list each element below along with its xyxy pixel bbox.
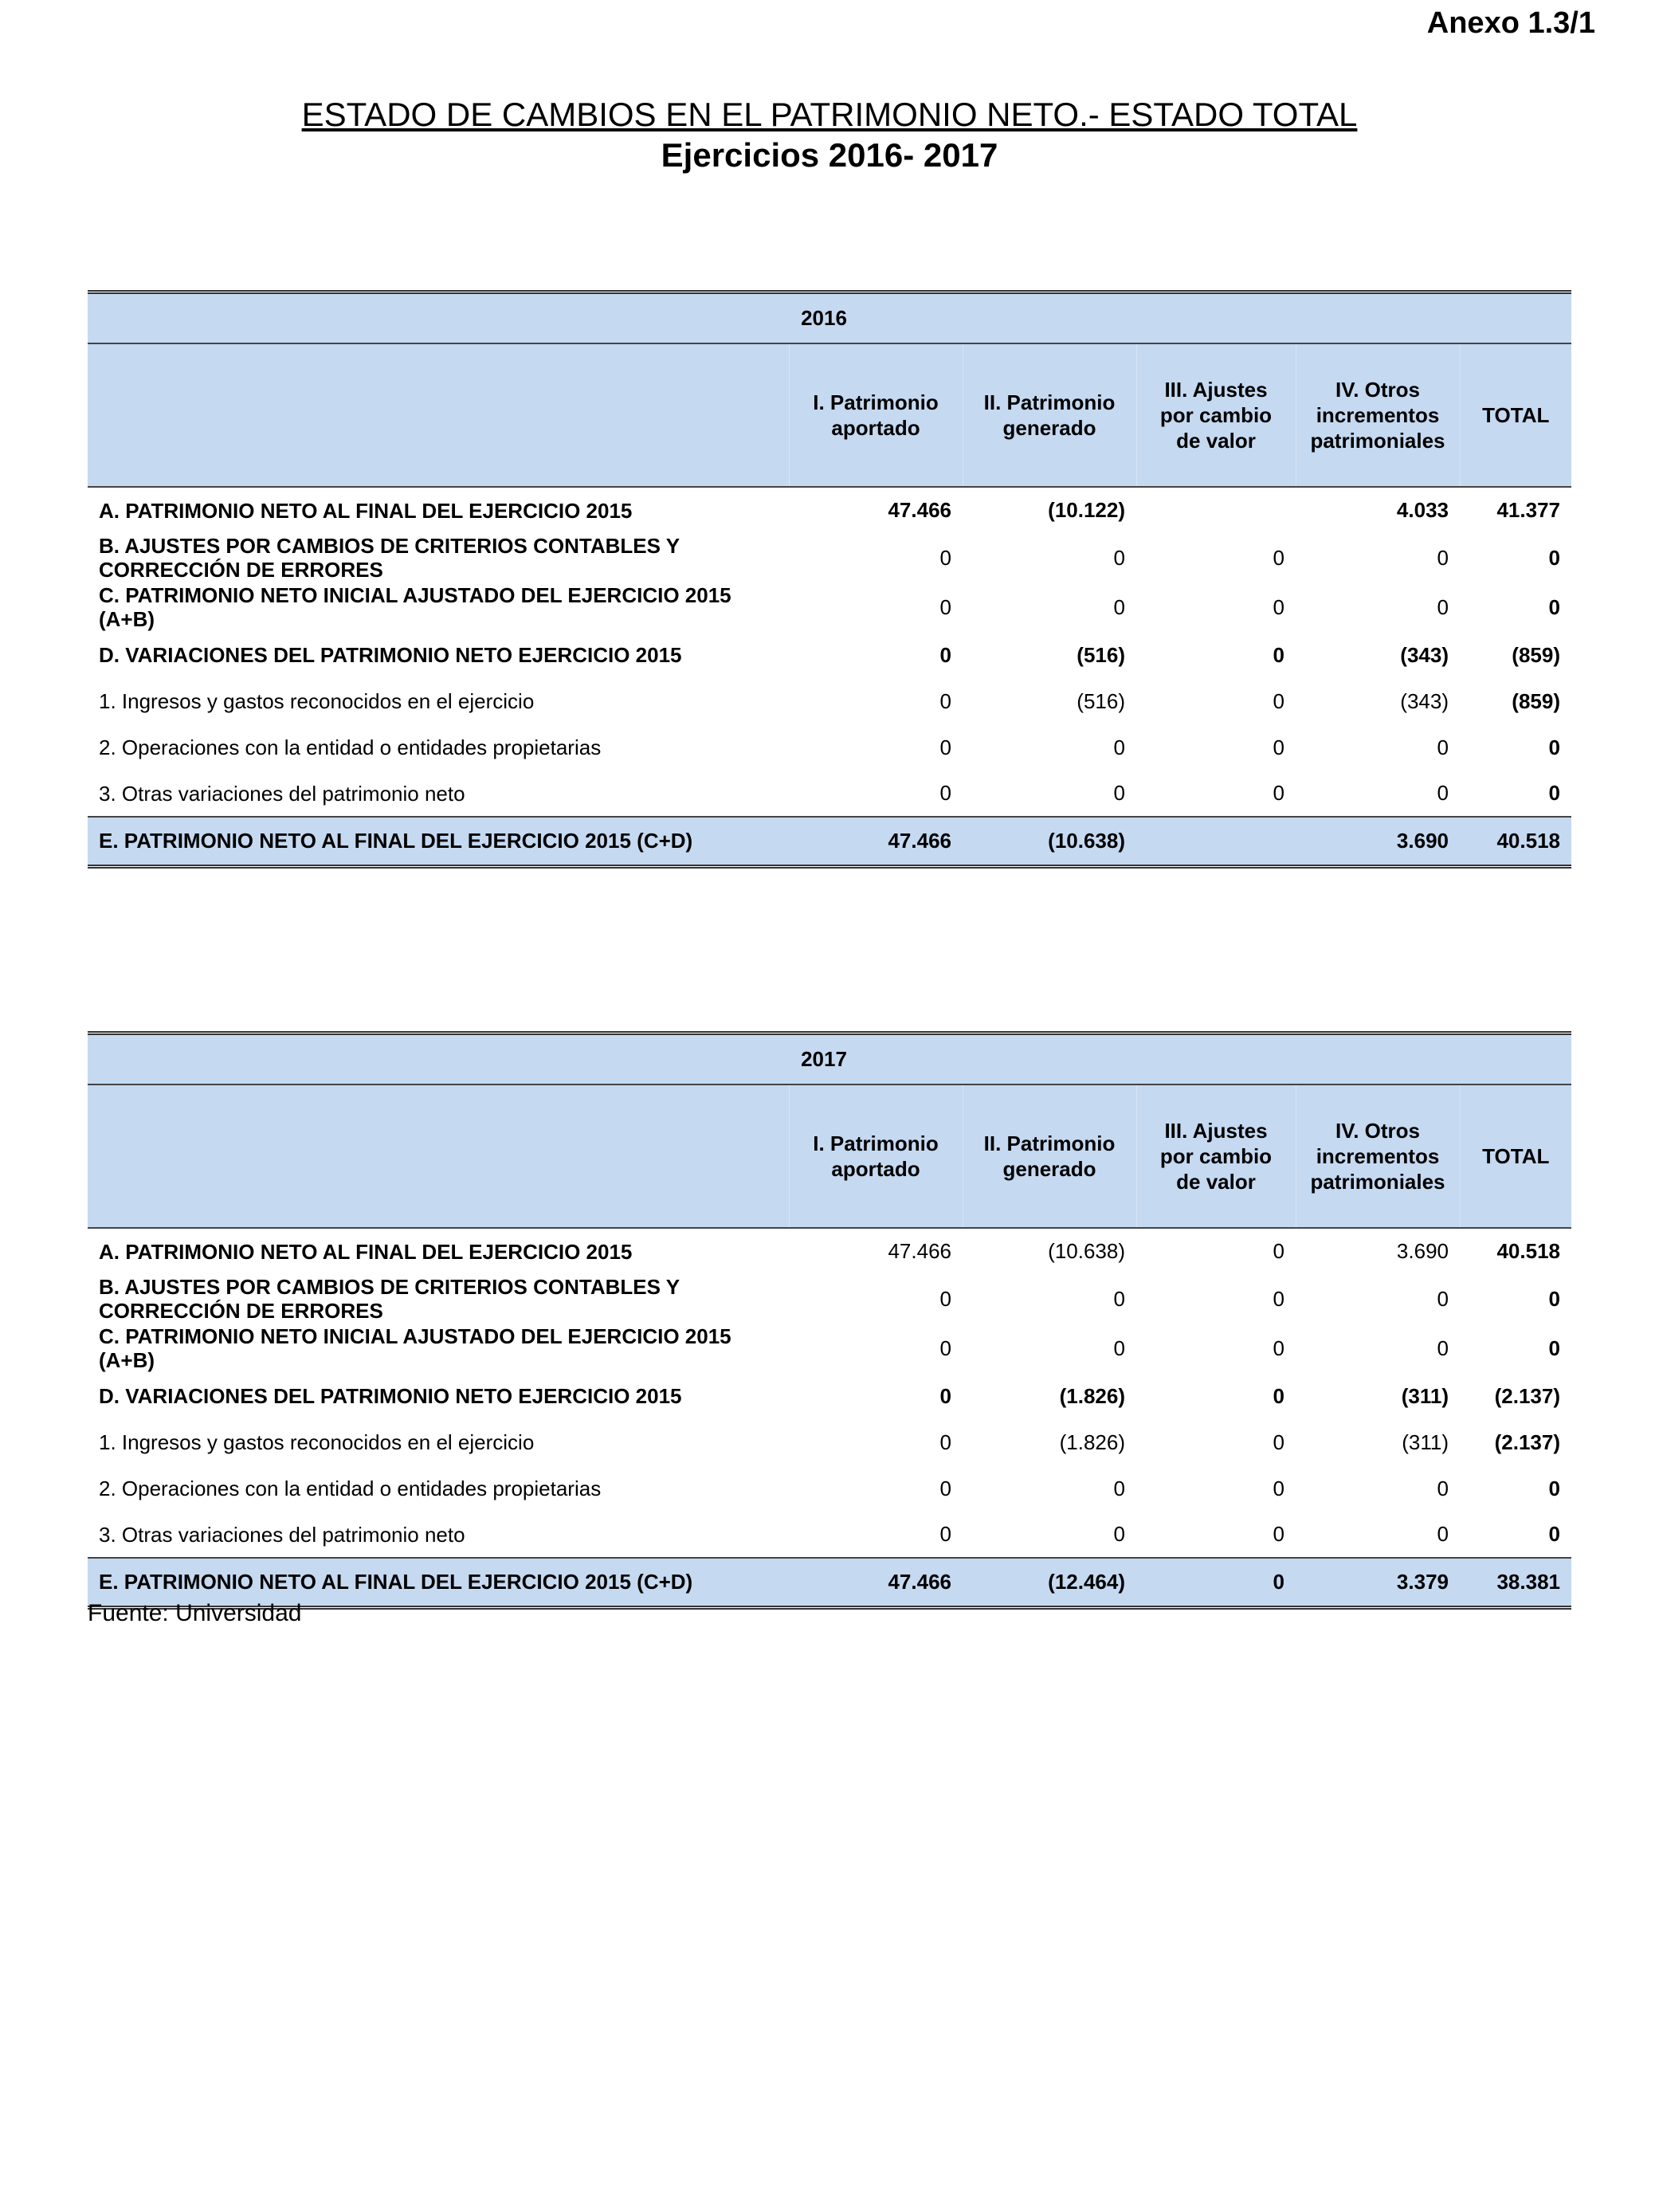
table-row — [88, 533, 1571, 582]
cell-total: 0 — [1548, 1286, 1560, 1311]
cell-ajustes — [1136, 817, 1296, 866]
cell-otros: (343) — [1400, 642, 1449, 667]
cell-ajustes: 0 — [1273, 1383, 1284, 1408]
cell-otros: (311) — [1402, 1430, 1449, 1454]
cell-otros: (343) — [1400, 688, 1449, 713]
cell-total: 0 — [1548, 1335, 1560, 1360]
table-row — [88, 724, 1571, 771]
row-label: E. PATRIMONIO NETO AL FINAL DEL EJERCICIO 2015 (C+D) — [88, 1558, 789, 1607]
cell-patrimonio-aportado: 47.466 — [888, 1239, 951, 1263]
cell-patrimonio-aportado: 47.466 — [789, 817, 963, 866]
row-label: C. PATRIMONIO NETO INICIAL AJUSTADO DEL EJERCICIO 2015 (A+B) — [99, 1324, 731, 1372]
table-row — [88, 1228, 1571, 1274]
cell-otros: 0 — [1437, 735, 1449, 759]
cell-patrimonio-generado: (1.826) — [1059, 1430, 1125, 1454]
cell-patrimonio-generado: (10.638) — [1048, 1239, 1125, 1263]
cell-otros: 0 — [1437, 1286, 1449, 1311]
cell-patrimonio-aportado: 0 — [939, 781, 951, 805]
row-label: B. AJUSTES POR CAMBIOS DE CRITERIOS CONTABLES Y CORRECCIÓN DE ERRORES — [99, 534, 680, 582]
table-row — [88, 1419, 1571, 1465]
header-label-blank — [88, 1084, 789, 1228]
row-label: B. AJUSTES POR CAMBIOS DE CRITERIOS CONTABLES Y CORRECCIÓN DE ERRORES — [99, 1275, 680, 1323]
cell-ajustes: 0 — [1273, 1239, 1284, 1263]
cell-total: 41.377 — [1496, 498, 1560, 522]
cell-patrimonio-aportado: 0 — [939, 1286, 951, 1311]
cell-total: 0 — [1548, 1476, 1560, 1500]
cell-patrimonio-aportado: 0 — [939, 1383, 951, 1408]
table-total-row — [88, 1558, 1571, 1607]
cell-patrimonio-generado: 0 — [1113, 594, 1125, 619]
cell-patrimonio-generado: 0 — [1113, 545, 1125, 570]
header-patrimonio-aportado: I. Patrimonio aportado — [789, 343, 963, 487]
cell-otros: 0 — [1437, 1522, 1449, 1546]
row-label: 2. Operaciones con la entidad o entidades propietarias — [99, 735, 602, 759]
cell-ajustes: 0 — [1273, 1522, 1284, 1546]
cell-patrimonio-aportado: 47.466 — [789, 1558, 963, 1607]
cell-patrimonio-aportado: 0 — [939, 545, 951, 570]
cell-total: (2.137) — [1494, 1430, 1560, 1454]
cell-patrimonio-generado: (10.638) — [963, 817, 1136, 866]
cell-total: 40.518 — [1496, 1239, 1560, 1263]
column-header-row — [88, 343, 1571, 487]
cell-total: 0 — [1548, 594, 1560, 619]
cell-total: 0 — [1548, 781, 1560, 805]
cell-otros: (311) — [1401, 1383, 1449, 1408]
table-total-row — [88, 817, 1571, 866]
cell-patrimonio-aportado: 0 — [939, 735, 951, 759]
equity-table-2016 — [88, 290, 1571, 869]
cell-patrimonio-generado: 0 — [1113, 1476, 1125, 1500]
cell-otros: 4.033 — [1396, 498, 1449, 522]
row-label: 3. Otras variaciones del patrimonio neto — [99, 781, 465, 806]
header-patrimonio-generado: II. Patrimonio generado — [963, 1084, 1136, 1228]
row-label: C. PATRIMONIO NETO INICIAL AJUSTADO DEL EJERCICIO 2015 (A+B) — [99, 583, 731, 631]
row-label: A. PATRIMONIO NETO AL FINAL DEL EJERCICIO 2015 — [99, 1239, 633, 1264]
cell-patrimonio-aportado: 0 — [939, 594, 951, 619]
row-label: 1. Ingresos y gastos reconocidos en el ejercicio — [99, 1430, 535, 1454]
cell-patrimonio-generado: 0 — [1113, 1286, 1125, 1311]
row-label: D. VARIACIONES DEL PATRIMONIO NETO EJERCICIO 2015 — [99, 643, 682, 667]
cell-ajustes: 0 — [1273, 1430, 1284, 1454]
row-label: 2. Operaciones con la entidad o entidades propietarias — [99, 1477, 602, 1500]
table-row — [88, 1512, 1571, 1558]
cell-patrimonio-generado: (1.826) — [1059, 1383, 1125, 1408]
table-row — [88, 582, 1571, 632]
cell-total: (859) — [1512, 688, 1560, 713]
cell-ajustes: 0 — [1273, 688, 1284, 713]
header-ajustes-cambio-valor: III. Ajustes por cambio de valor — [1136, 1084, 1296, 1228]
cell-total: 40.518 — [1460, 817, 1571, 866]
cell-patrimonio-generado: (10.122) — [1048, 498, 1125, 522]
cell-patrimonio-generado: (516) — [1077, 688, 1125, 713]
cell-total: (859) — [1512, 642, 1560, 667]
cell-patrimonio-aportado: 0 — [939, 1430, 951, 1454]
cell-otros: 0 — [1437, 1476, 1449, 1500]
header-label-blank — [88, 343, 789, 487]
cell-otros: 0 — [1437, 1335, 1449, 1360]
cell-otros: 0 — [1437, 781, 1449, 805]
cell-otros: 3.690 — [1296, 817, 1460, 866]
cell-patrimonio-generado: 0 — [1113, 735, 1125, 759]
row-label: 3. Otras variaciones del patrimonio neto — [99, 1522, 465, 1547]
header-patrimonio-aportado: I. Patrimonio aportado — [789, 1084, 963, 1228]
cell-patrimonio-aportado: 0 — [939, 1476, 951, 1500]
cell-ajustes: 0 — [1273, 1335, 1284, 1360]
cell-total: (2.137) — [1494, 1383, 1560, 1408]
cell-ajustes: 0 — [1273, 781, 1284, 805]
header-total: TOTAL — [1460, 1084, 1571, 1228]
cell-patrimonio-aportado: 0 — [939, 642, 951, 667]
cell-patrimonio-generado: 0 — [1113, 781, 1125, 805]
table-row — [88, 1324, 1571, 1373]
cell-ajustes — [1136, 487, 1296, 533]
table-year: 2017 — [88, 1035, 1571, 1084]
table-row — [88, 487, 1571, 533]
cell-patrimonio-generado: (12.464) — [963, 1558, 1136, 1607]
row-label: E. PATRIMONIO NETO AL FINAL DEL EJERCICIO 2015 (C+D) — [88, 817, 789, 866]
cell-patrimonio-generado: 0 — [1113, 1522, 1125, 1546]
cell-ajustes: 0 — [1273, 1286, 1284, 1311]
cell-ajustes: 0 — [1136, 1558, 1296, 1607]
header-total: TOTAL — [1460, 343, 1571, 487]
cell-patrimonio-aportado: 0 — [939, 688, 951, 713]
cell-otros: 0 — [1437, 594, 1449, 619]
cell-otros: 3.379 — [1296, 1558, 1460, 1607]
cell-otros: 0 — [1437, 545, 1449, 570]
cell-ajustes: 0 — [1273, 545, 1284, 570]
header-otros-incrementos: IV. Otros incrementos patrimoniales — [1296, 1084, 1460, 1228]
annex-label: Anexo 1.3/1 — [1426, 6, 1595, 40]
table-row — [88, 678, 1571, 724]
header-otros-incrementos: IV. Otros incrementos patrimoniales — [1296, 343, 1460, 487]
cell-patrimonio-generado: 0 — [1113, 1335, 1125, 1360]
cell-ajustes: 0 — [1273, 594, 1284, 619]
table-row — [88, 771, 1571, 817]
header-ajustes-cambio-valor: III. Ajustes por cambio de valor — [1136, 343, 1296, 487]
row-label: A. PATRIMONIO NETO AL FINAL DEL EJERCICIO 2015 — [99, 498, 633, 523]
cell-patrimonio-aportado: 47.466 — [888, 498, 951, 522]
cell-otros: 3.690 — [1396, 1239, 1449, 1263]
cell-patrimonio-generado: (516) — [1077, 642, 1125, 667]
cell-total: 0 — [1548, 1522, 1560, 1546]
page-subtitle: Ejercicios 2016- 2017 — [661, 136, 998, 174]
cell-total: 0 — [1548, 545, 1560, 570]
table-row — [88, 1373, 1571, 1419]
row-label: 1. Ingresos y gastos reconocidos en el ejercicio — [99, 689, 535, 713]
cell-ajustes: 0 — [1273, 642, 1284, 667]
source-note: Fuente: Universidad — [88, 1600, 302, 1626]
table-year: 2016 — [88, 294, 1571, 343]
cell-ajustes: 0 — [1273, 1476, 1284, 1500]
cell-total: 0 — [1548, 735, 1560, 759]
page-title-block — [0, 94, 1659, 175]
cell-ajustes: 0 — [1273, 735, 1284, 759]
table-row — [88, 1274, 1571, 1324]
equity-table-2017 — [88, 1031, 1571, 1610]
header-patrimonio-generado: II. Patrimonio generado — [963, 343, 1136, 487]
column-header-row — [88, 1084, 1571, 1228]
table-row — [88, 632, 1571, 678]
cell-patrimonio-aportado: 0 — [939, 1522, 951, 1546]
table-row — [88, 1465, 1571, 1512]
page-title: ESTADO DE CAMBIOS EN EL PATRIMONIO NETO.- ESTADO TOTAL — [301, 96, 1358, 133]
cell-patrimonio-aportado: 0 — [939, 1335, 951, 1360]
cell-total: 38.381 — [1460, 1558, 1571, 1607]
row-label: D. VARIACIONES DEL PATRIMONIO NETO EJERCICIO 2015 — [99, 1384, 682, 1408]
